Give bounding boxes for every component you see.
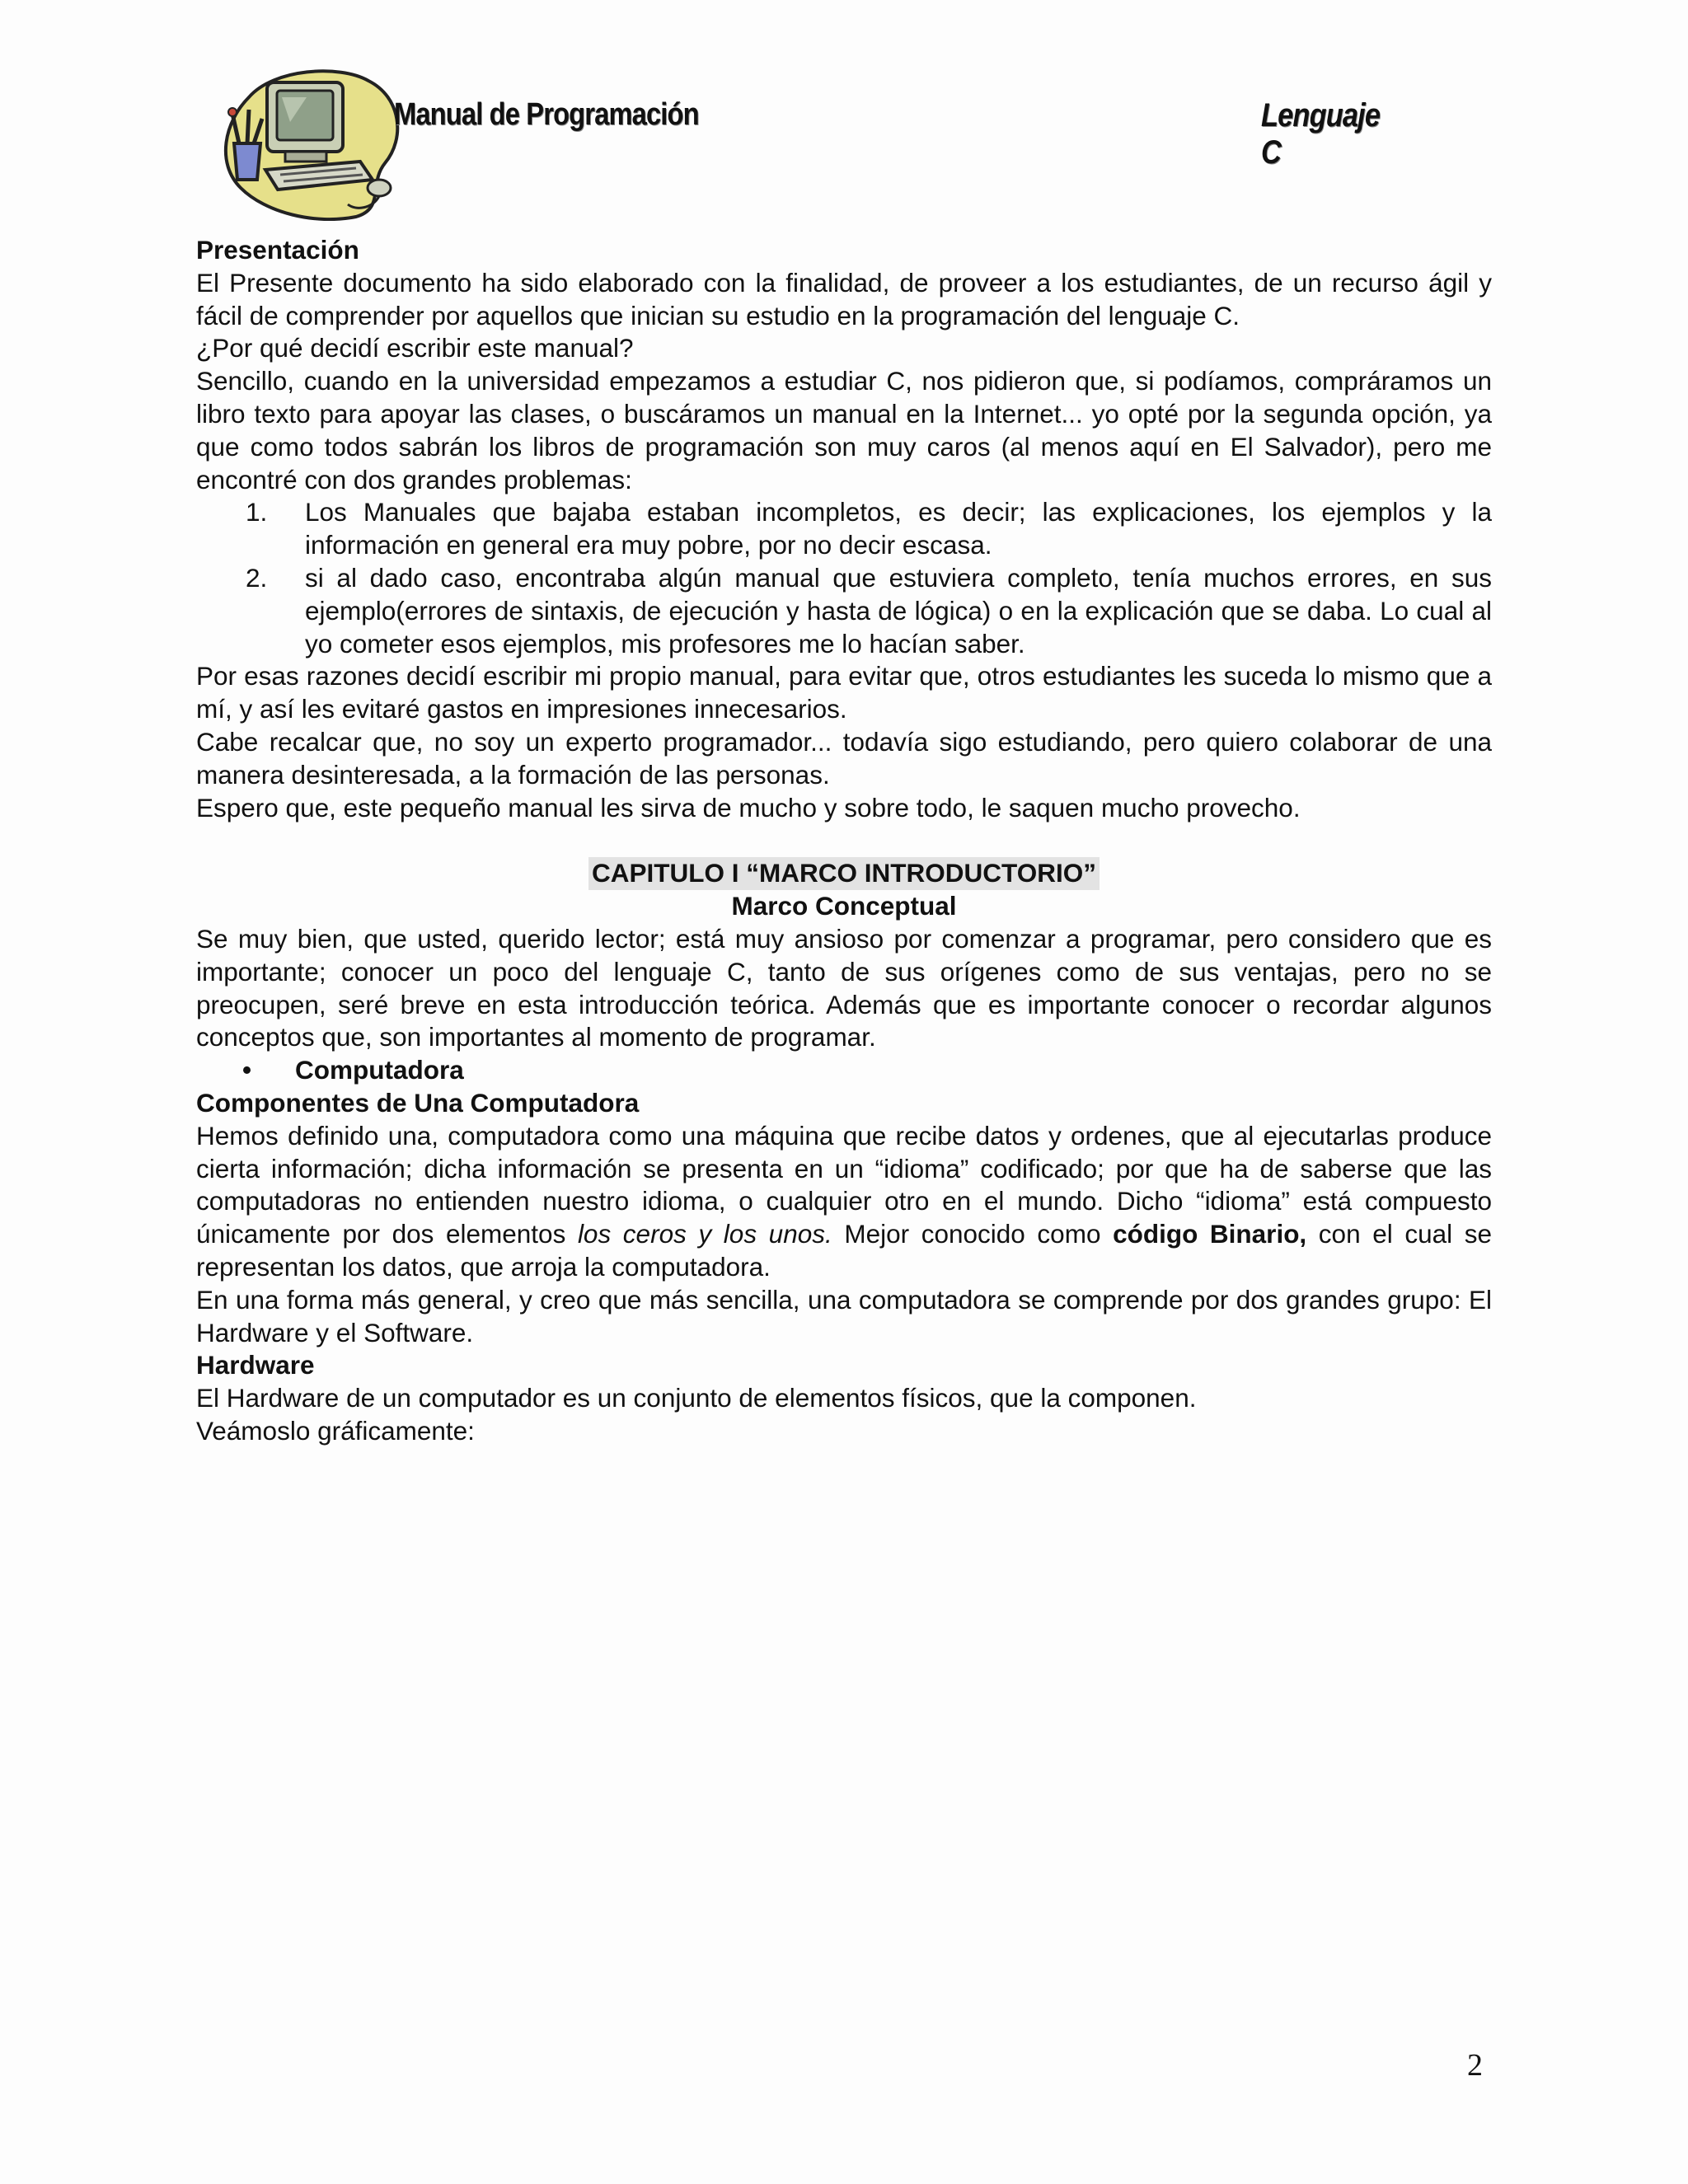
computer-clipart-icon bbox=[216, 64, 406, 221]
bullet-item bbox=[196, 1054, 1492, 1087]
text-run: Hemos definido una, computadora como una máquina que recibe datos y ordenes, que al ejecutarlas produce cierta información; dicha información se presenta en un “idioma” codificado; por que ha de saberse que las computadoras no entienden nuestro idioma, o cualquier otro en el mundo. Dicho “idioma” está compuesto únicamente por dos elementos bbox=[196, 1120, 1492, 1249]
paragraph: Se muy bien, que usted, querido lector; está muy ansioso por comenzar a programar, pero considero que es importante; conocer un poco del lenguaje C, tanto de sus orígenes como de sus ventajas, pero no se preocupen, seré breve en esta introducción teórica. Además que es importante conocer o recordar algunos conceptos que, son importantes al momento de programar. bbox=[196, 923, 1492, 1052]
section-heading-hardware: Hardware bbox=[196, 1350, 315, 1380]
page-number: 2 bbox=[1467, 2048, 1483, 2083]
section-heading-presentacion: Presentación bbox=[196, 235, 359, 265]
chapter-subtitle: Marco Conceptual bbox=[731, 891, 957, 921]
chapter-title: CAPITULO I “MARCO INTRODUCTORIO” bbox=[588, 857, 1100, 890]
italic-text: los ceros y los unos. bbox=[577, 1219, 832, 1249]
list-item bbox=[196, 562, 1492, 660]
paragraph: El Presente documento ha sido elaborado con la finalidad, de proveer a los estudiantes, de un recurso ágil y fácil de comprender por aquellos que inician su estudio en la programación del lenguaje C. bbox=[196, 267, 1492, 330]
chapter-title-wrap bbox=[196, 857, 1492, 890]
paragraph-binary bbox=[196, 1120, 1492, 1284]
page-header bbox=[216, 64, 1419, 221]
paragraph: Cabe recalcar que, no soy un experto programador... todavía sigo estudiando, pero quiero colaborar de una manera desinteresada, a la formación de las personas. bbox=[196, 726, 1492, 790]
paragraph: El Hardware de un computador es un conjunto de elementos físicos, que la componen. bbox=[196, 1383, 1197, 1413]
document-body bbox=[196, 234, 1492, 1448]
bold-text: código Binario, bbox=[1113, 1219, 1307, 1249]
paragraph: En una forma más general, y creo que más sencilla, una computadora se comprende por dos grandes grupo: El Hardware y el Software. bbox=[196, 1284, 1492, 1347]
list-item-text: Los Manuales que bajaba estaban incompletos, es decir; las explicaciones, los ejemplos y la información en general era muy pobre, por no decir escasa. bbox=[305, 497, 1492, 560]
text-run: Mejor conocido como bbox=[832, 1219, 1114, 1249]
paragraph: Por esas razones decidí escribir mi propio manual, para evitar que, otros estudiantes les suceda lo mismo que a mí, y así les evitaré gastos en impresiones innecesarios. bbox=[196, 661, 1492, 724]
paragraph: Sencillo, cuando en la universidad empezamos a estudiar C, nos pidieron que, si podíamos, compráramos un libro texto para apoyar las clases, o buscáramos un manual en la Internet... yo opté por la segunda opción, ya que como todos sabrán los libros de programación son muy caros (al menos aquí en El Salvador), pero me encontré con dos grandes problemas: bbox=[196, 366, 1492, 494]
section-heading-componentes: Componentes de Una Computadora bbox=[196, 1087, 640, 1118]
list-number: 2. bbox=[246, 562, 268, 593]
text-run: con el cual se representan los datos, que arroja la computadora. bbox=[196, 1219, 1492, 1282]
list-number: 1. bbox=[246, 497, 268, 527]
header-title: Manual de Programación bbox=[394, 97, 699, 132]
bullet-text: Computadora bbox=[295, 1055, 464, 1085]
paragraph: Veámoslo gráficamente: bbox=[196, 1415, 475, 1446]
list-item-text: si al dado caso, encontraba algún manual que estuviera completo, tenía muchos errores, en sus ejemplo(errores de sintaxis, de ejecución y hasta de lógica) o en la explicación que se daba. Lo cual al yo cometer esos ejemplos, mis profesores me lo hacían saber. bbox=[305, 562, 1492, 658]
paragraph: Espero que, este pequeño manual les sirva de mucho y sobre todo, le saquen mucho provecho. bbox=[196, 792, 1301, 823]
header-subject: Lenguaje C bbox=[1261, 97, 1381, 171]
numbered-list bbox=[196, 496, 1492, 660]
question-line: ¿Por qué decidí escribir este manual? bbox=[196, 333, 634, 363]
bullet-icon: • bbox=[242, 1055, 252, 1085]
list-item bbox=[196, 496, 1492, 562]
